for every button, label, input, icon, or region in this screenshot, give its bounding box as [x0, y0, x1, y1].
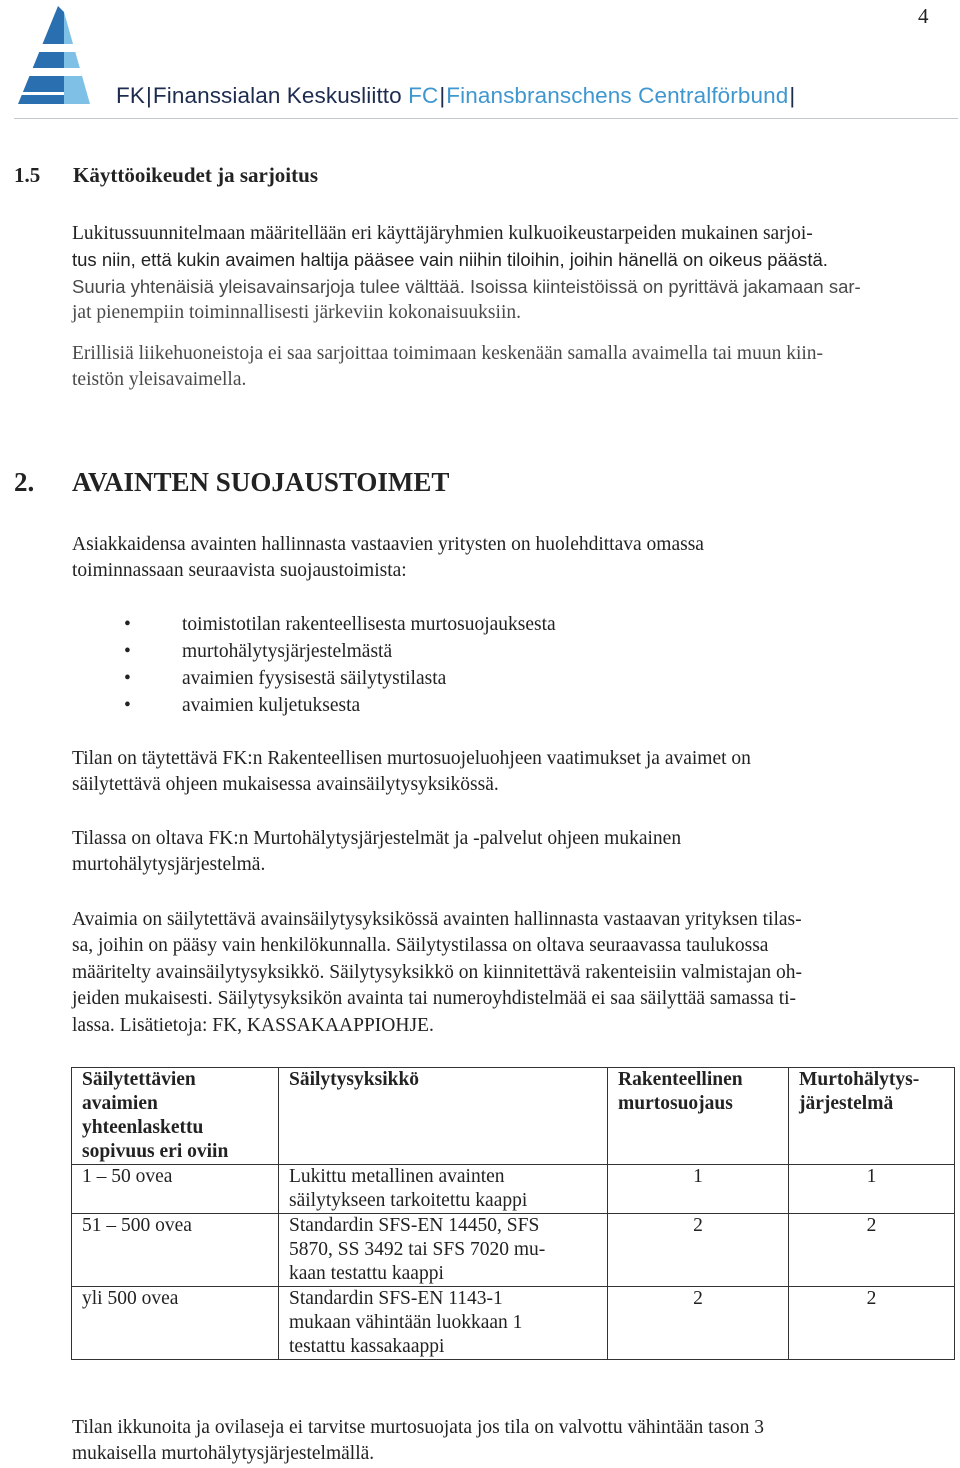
paragraph-liikehuoneistot: Erillisiä liikehuoneistoja ei saa sarjoittaa toimimaan keskenään samalla avaimella tai muun kiin- teistön yleisavaimella.: [72, 343, 824, 391]
cell-alarm: 2: [789, 1287, 955, 1360]
paragraph-ikkunat: Tilan ikkunoita ja ovilaseja ei tarvitse murtosuojata jos tila on valvottu vähintään tason 3 mukaisella murtohälytysjärjestelmällä.: [72, 1417, 764, 1465]
list-item: • avaimien fyysisestä säilytystilasta: [120, 665, 556, 692]
organization-logo: FK|Finanssialan Keskusliitto FC|Finansbranschens Centralförbund|: [116, 83, 796, 108]
table-row: [72, 1214, 955, 1287]
logo-fk-abbrev: FK: [116, 83, 145, 108]
cell-alarm: 1: [789, 1165, 955, 1214]
cell-unit: Standardin SFS-EN 1143-1 mukaan vähintään luokkaan 1 testattu kassakaappi: [279, 1287, 608, 1360]
table-row: [72, 1165, 955, 1214]
logo-fk-name: Finanssialan Keskusliitto: [152, 83, 402, 108]
section-number: 2.: [14, 467, 35, 497]
list-item: • toimistotilan rakenteellisesta murtosuojauksesta: [120, 611, 556, 638]
table-header-row: [72, 1068, 955, 1165]
header-divider: [14, 118, 958, 119]
column-header-doors: Säilytettävien avaimien yhteenlaskettu sopivuus eri oviin: [72, 1068, 279, 1165]
cell-structural: 1: [608, 1165, 789, 1214]
cell-doors: 51 – 500 ovea: [72, 1214, 279, 1287]
list-item: • murtohälytysjärjestelmästä: [120, 638, 556, 665]
paragraph-rakenteellinen: Tilan on täytettävä FK:n Rakenteellisen murtosuojeluohjeen vaatimukset ja avaimet on säilytettävä ohjeen mukaisessa avainsäilytysyksikössä.: [72, 748, 751, 796]
cell-structural: 2: [608, 1214, 789, 1287]
table-row: [72, 1287, 955, 1360]
cell-doors: yli 500 ovea: [72, 1287, 279, 1360]
column-header-unit: Säilytysyksikkö: [279, 1068, 608, 1165]
logo-fc-abbrev: FC: [408, 83, 439, 108]
section-title: Käyttöoikeudet ja sarjoitus: [73, 163, 318, 187]
cell-alarm: 2: [789, 1214, 955, 1287]
section-number: 1.5: [14, 163, 41, 187]
cell-unit: Standardin SFS-EN 14450, SFS 5870, SS 3492 tai SFS 7020 mu- kaan testattu kaappi: [279, 1214, 608, 1287]
column-header-alarm: Murtohälytys- järjestelmä: [789, 1068, 955, 1165]
paragraph-sailytys: Avaimia on säilytettävä avainsäilytysyksikössä avainten hallinnasta vastaavan yrityksen tilas- sa, joihin on pääsy vain henkilökunnalla. Säilytystilassa on oltava seuraavassa taulukossa määritelty avainsäilytysyksikkö. Säilytysyksikkö on kiinnitettävä rakenteisiin valmistajan oh- jeiden mukaisesti. Säilytysyksikön avainta tai numeroyhdistelmää ei saa säilyttää samassa ti- lassa. Lisätietoja: FK, KASSAKAAPPIOHJE.: [72, 909, 803, 1036]
paragraph-murtohalytys: Tilassa on oltava FK:n Murtohälytysjärjestelmät ja -palvelut ohjeen mukainen murtohälytysjärjestelmä.: [72, 828, 682, 876]
cell-unit: Lukittu metallinen avainten säilytykseen tarkoitettu kaappi: [279, 1165, 608, 1214]
list-item: • avaimien kuljetuksesta: [120, 692, 556, 719]
column-header-structural: Rakenteellinen murtosuojaus: [608, 1068, 789, 1165]
cell-structural: 2: [608, 1287, 789, 1360]
protection-measures-list: [120, 611, 556, 719]
paragraph-sarjoitus: Lukitussuunnitelmaan määritellään eri käyttäjäryhmien kulkuoikeustarpeiden mukainen sarjoi- tus niin, että kukin avaimen haltija pääsee vain niihin tiloihin, joihin hänellä on oikeus päästä. Suuria yhtenäisiä yleisavainsarjoja tulee välttää. Isoissa kiinteistöissä on pyrittävä jakamaan sar- jat pienempiin toiminnallisesti järkeviin kokonaisuuksiin.: [72, 223, 861, 324]
page-number: 4: [918, 4, 929, 28]
section-title: AVAINTEN SUOJAUSTOIMET: [72, 467, 450, 497]
logo-icon: [14, 4, 94, 108]
paragraph-intro: Asiakkaidensa avainten hallinnasta vastaavien yritysten on huolehdittava omassa toiminnassaan seuraavista suojaustoimista:: [72, 534, 704, 582]
storage-units-table: [71, 1067, 955, 1360]
logo-fc-name: Finansbranschens Centralförbund: [446, 83, 789, 108]
cell-doors: 1 – 50 ovea: [72, 1165, 279, 1214]
